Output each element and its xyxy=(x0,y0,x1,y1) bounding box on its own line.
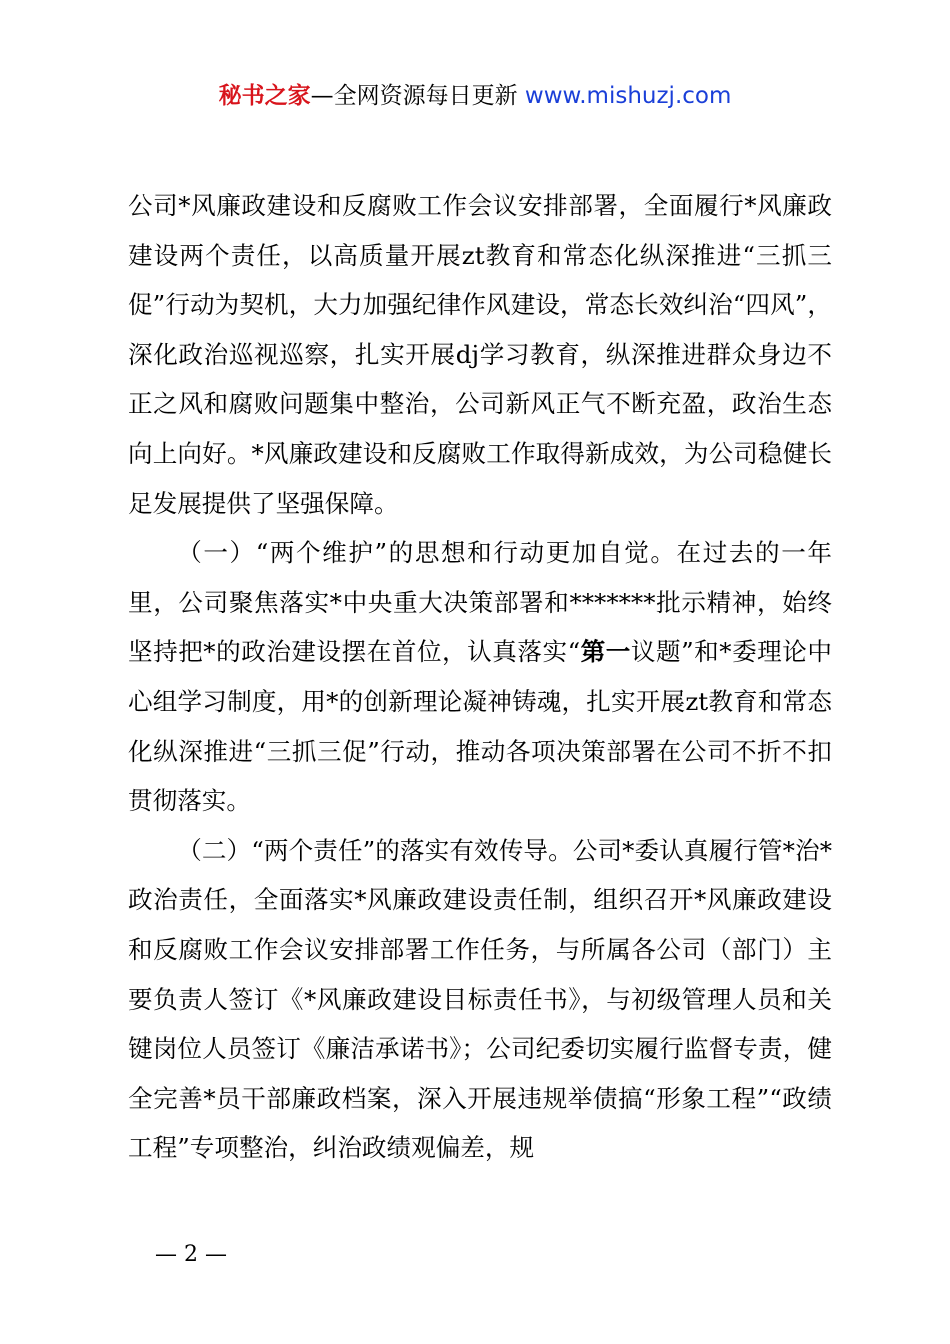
paragraph-section-one xyxy=(128,528,832,826)
paragraph-intro: 公司*风廉政建设和反腐败工作会议安排部署，全面履行*风廉政建设两个责任，以高质量开展zt教育和常态化纵深推进“三抓三促”行动为契机，大力加强纪律作风建设，常态长效纠治“四风”，深化政治巡视巡察，扎实开展dj学习教育，纵深推进群众身边不正之风和腐败问题集中整治，公司新风正气不断充盈，政治生态向上向好。*风廉政建设和反腐败工作取得新成效，为公司稳健长足发展提供了坚强保障。 xyxy=(128,191,832,518)
page-header xyxy=(0,78,950,114)
paragraph-section-one-text-a: （一）“两个维护”的思想和行动更加自觉。在过去的一年里，公司聚焦落实*中央重大决策部署和*******批示精神，始终坚持把*的政治建设摆在首位，认真落实“ xyxy=(128,538,832,667)
document-body xyxy=(128,181,832,1173)
site-url-link[interactable]: www.mishuzj.com xyxy=(524,83,732,109)
paragraph-section-one-bold: 第一 xyxy=(580,637,631,667)
page-number: — 2 — xyxy=(155,1242,227,1267)
paragraph-section-one-text-b: 议题”和*委理论中心组学习制度，用*的创新理论凝神铸魂，扎实开展zt教育和常态化纵深推进“三抓三促”行动，推动各项决策部署在公司不折不扣贯彻落实。 xyxy=(128,637,832,816)
site-tagline: —全网资源每日更新 xyxy=(310,83,518,109)
paragraph-section-two: （二）“两个责任”的落实有效传导。公司*委认真履行管*治*政治责任，全面落实*风廉政建设责任制，组织召开*风廉政建设和反腐败工作会议安排部署工作任务，与所属各公司（部门）主要负责人签订《*风廉政建设目标责任书》，与初级管理人员和关键岗位人员签订《廉洁承诺书》；公司纪委切实履行监督专责，健全完善*员干部廉政档案，深入开展违规举债搞“形象工程”“政绩工程”专项整治，纠治政绩观偏差，规 xyxy=(128,835,832,1163)
site-name: 秘书之家 xyxy=(218,83,311,109)
